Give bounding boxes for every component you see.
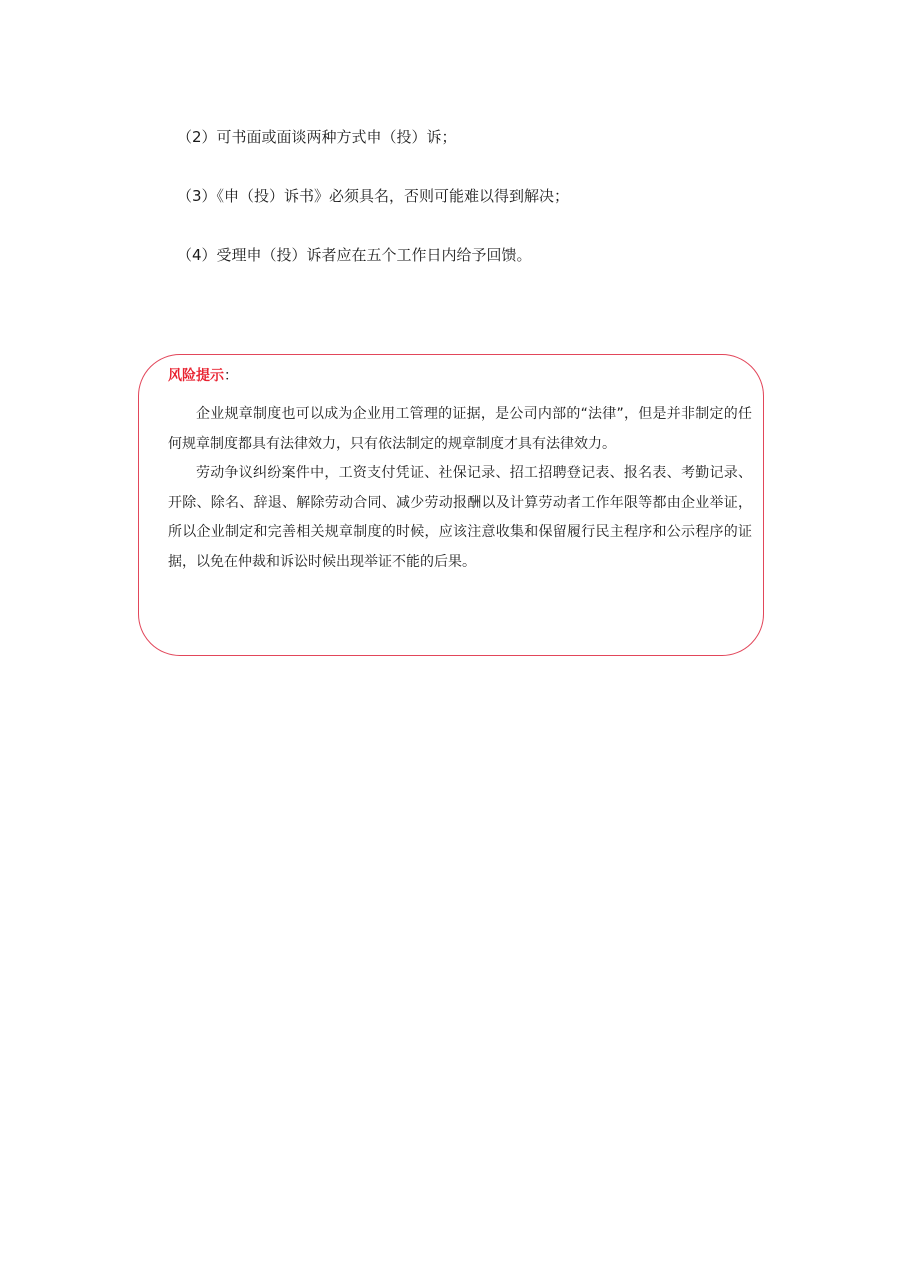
list-item: （2）可书面或面谈两种方式申（投）诉； [177, 128, 457, 146]
risk-warning-title-colon: ： [224, 368, 238, 384]
list-item: （3）《申（投）诉书》必须具名，否则可能难以得到解决； [177, 187, 570, 205]
list-item: （4）受理申（投）诉者应在五个工作日内给予回馈。 [177, 246, 532, 264]
complaint-rules-list [177, 124, 817, 301]
risk-paragraph: 劳动争议纠纷案件中，工资支付凭证、社保记录、招工招聘登记表、报名表、考勤记录、开除、除名、辞退、解除劳动合同、减少劳动报酬以及计算劳动者工作年限等都由企业举证，所以企业制定和完善相关规章制度的时候，应该注意收集和保留履行民主程序和公示程序的证据，以免在仲裁和诉讼时候出现举证不能的后果。 [168, 465, 752, 570]
risk-warning-title [168, 364, 238, 388]
risk-warning-box [138, 354, 764, 656]
risk-warning-body [168, 400, 752, 577]
risk-warning-title-text: 风险提示 [168, 368, 224, 384]
risk-paragraph: 企业规章制度也可以成为企业用工管理的证据，是公司内部的“法律”，但是并非制定的任何规章制度都具有法律效力，只有依法制定的规章制度才具有法律效力。 [168, 406, 752, 452]
